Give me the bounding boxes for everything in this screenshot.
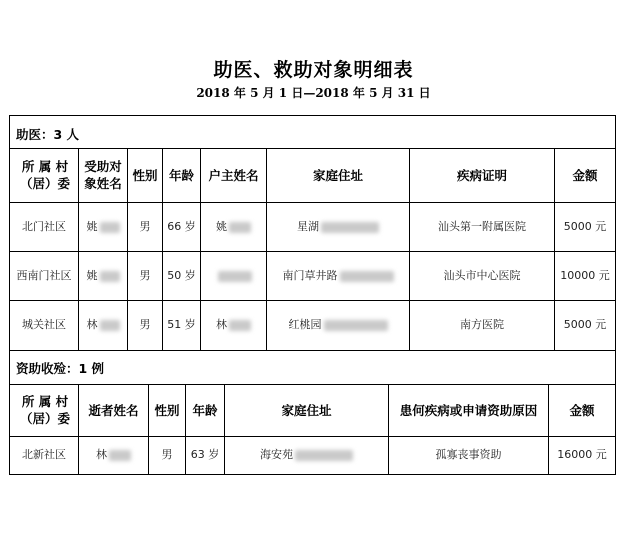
- redacted-mark: [100, 222, 120, 233]
- table-row-gender: 男: [139, 318, 151, 332]
- header-village: 所 属 村（居）委: [19, 394, 70, 426]
- table-row-reason: 孤寡丧事资助: [435, 448, 502, 462]
- header-gender: 性别: [132, 167, 158, 183]
- header-household-head: 户主姓名: [208, 167, 259, 183]
- header-amount: 金额: [569, 402, 595, 418]
- table-row-age: 50 岁: [167, 268, 196, 282]
- date-range: 2018 年 5 月 1 日—2018 年 5 月 31 日: [196, 86, 431, 100]
- table-row-village: 北新社区: [22, 448, 66, 462]
- table-row-name: 林: [96, 448, 107, 462]
- table-row-age: 51 岁: [167, 318, 196, 332]
- table-row-proof: 南方医院: [460, 318, 504, 332]
- header-address: 家庭住址: [281, 402, 332, 418]
- table-row-address: 星湖: [297, 219, 319, 233]
- header-age: 年龄: [168, 167, 194, 183]
- redacted-mark: [295, 450, 353, 461]
- table-row-name: 姚: [86, 219, 98, 233]
- table-row-name: 姚: [86, 268, 98, 282]
- redacted-mark: [324, 320, 388, 331]
- table-row-age: 63 岁: [190, 448, 220, 462]
- redacted-mark: [321, 222, 379, 233]
- table-row-amount: 5000 元: [563, 219, 607, 233]
- header-gender: 性别: [154, 402, 180, 418]
- header-recipient-name: 受助对象姓名: [84, 159, 122, 191]
- table-row-proof: 汕头市中心医院: [443, 268, 521, 282]
- redacted-mark: [340, 271, 394, 282]
- table-row-amount: 10000 元: [560, 268, 610, 282]
- table-row-amount: 5000 元: [563, 318, 607, 332]
- header-address: 家庭住址: [312, 167, 363, 183]
- table-row-address: 南门草井路: [282, 268, 338, 282]
- table-row-address: 海安苑: [260, 448, 293, 462]
- detail-table: [9, 115, 616, 475]
- table-row-gender: 男: [139, 268, 151, 282]
- header-age: 年龄: [192, 402, 218, 418]
- header-reason: 患何疾病或申请资助原因: [399, 402, 538, 418]
- table-row-head: 林: [216, 318, 227, 332]
- redacted-mark: [218, 271, 252, 282]
- header-village: 所 属 村（居）委: [19, 159, 70, 191]
- section-label-medical: 助医：3 人: [16, 127, 80, 142]
- table-row-village: 西南门社区: [16, 268, 72, 282]
- header-amount: 金额: [572, 167, 598, 183]
- table-row-name: 林: [86, 318, 98, 332]
- table-row-village: 北门社区: [22, 219, 66, 233]
- redacted-mark: [229, 222, 251, 233]
- table-row-proof: 汕头第一附属医院: [438, 219, 526, 233]
- table-row-age: 66 岁: [167, 219, 196, 233]
- redacted-mark: [229, 320, 251, 331]
- header-disease-proof: 疾病证明: [456, 167, 507, 183]
- section-label-funeral: 资助收殓：1 例: [16, 361, 105, 376]
- table-row-gender: 男: [139, 219, 151, 233]
- table-row-amount: 16000 元: [557, 448, 607, 462]
- header-deceased-name: 逝者姓名: [88, 402, 139, 418]
- page-title: 助医、救助对象明细表: [213, 59, 414, 81]
- table-row-address: 红桃园: [288, 318, 322, 332]
- table-row-village: 城关社区: [22, 318, 66, 332]
- table-row-head: 姚: [216, 219, 227, 233]
- redacted-mark: [100, 271, 120, 282]
- redacted-mark: [100, 320, 120, 331]
- table-row-gender: 男: [161, 448, 173, 462]
- redacted-mark: [109, 450, 131, 461]
